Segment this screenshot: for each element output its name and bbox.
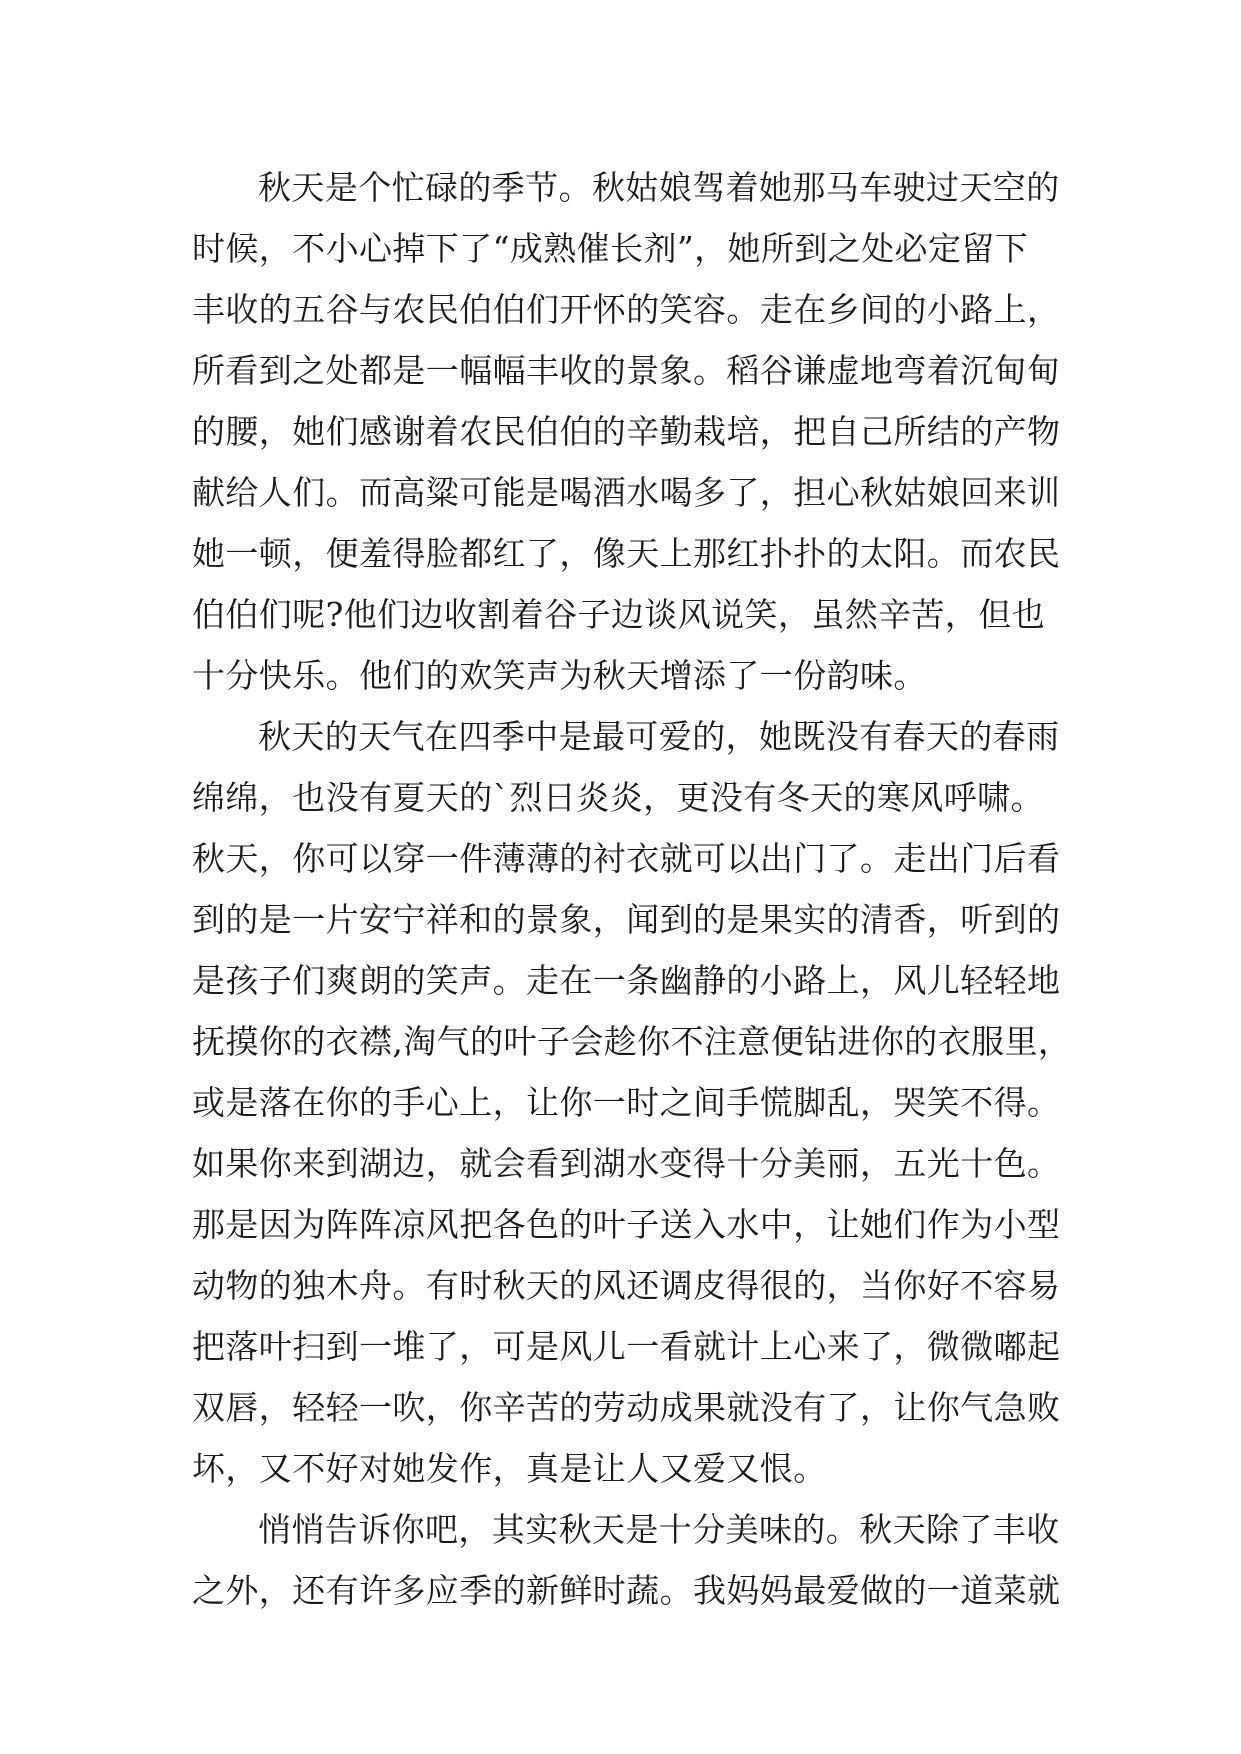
- text-line: 所看到之处都是一幅幅丰收的景象。稻谷谦虚地弯着沉甸甸: [192, 351, 1061, 390]
- document-body: [192, 157, 1072, 1621]
- text-line: 双唇，轻轻一吹，你辛苦的劳动成果就没有了，让你气急败: [192, 1388, 1061, 1427]
- text-line: 秋天，你可以穿一件薄薄的衬衣就可以出门了。走出门后看: [192, 839, 1061, 878]
- text-line: 把落叶扫到一堆了，可是风儿一看就计上心来了，微微嘟起: [192, 1327, 1061, 1366]
- text-line: 的腰，她们感谢着农民伯伯的辛勤栽培，把自己所结的产物: [192, 412, 1061, 451]
- text-line: 那是因为阵阵凉风把各色的叶子送入水中，让她们作为小型: [192, 1205, 1061, 1244]
- paragraph: [192, 706, 1072, 1499]
- text-line: 献给人们。而高粱可能是喝酒水喝多了，担心秋姑娘回来训: [192, 473, 1061, 512]
- paragraph: [192, 157, 1072, 706]
- text-line: 丰收的五谷与农民伯伯们开怀的笑容。走在乡间的小路上，: [192, 290, 1061, 329]
- text-line: 秋天是个忙碌的季节。秋姑娘驾着她那马车驶过天空的: [258, 168, 1060, 207]
- text-line: 动物的独木舟。有时秋天的风还调皮得很的，当你好不容易: [192, 1266, 1061, 1305]
- text-line: 之外，还有许多应季的新鲜时蔬。我妈妈最爱做的一道菜就: [192, 1571, 1061, 1610]
- text-line: 秋天的天气在四季中是最可爱的，她既没有春天的春雨: [258, 717, 1060, 756]
- text-line: 绵绵，也没有夏天的`烈日炎炎，更没有冬天的寒风呼啸。: [192, 778, 1044, 817]
- text-line: 是孩子们爽朗的笑声。走在一条幽静的小路上，风儿轻轻地: [192, 961, 1061, 1000]
- text-line: 到的是一片安宁祥和的景象，闻到的是果实的清香，听到的: [192, 900, 1061, 939]
- text-line: 悄悄告诉你吧，其实秋天是十分美味的。秋天除了丰收: [258, 1510, 1060, 1549]
- text-line: 如果你来到湖边，就会看到湖水变得十分美丽，五光十色。: [192, 1144, 1061, 1183]
- paragraph: [192, 1499, 1072, 1621]
- text-line: 伯伯们呢?他们边收割着谷子边谈风说笑，虽然辛苦，但也: [192, 595, 1046, 634]
- text-line: 坏，又不好对她发作，真是让人又爱又恨。: [192, 1449, 827, 1488]
- text-line: 抚摸你的衣襟,淘气的叶子会趁你不注意便钻进你的衣服里，: [192, 1022, 1072, 1061]
- text-line: 时候，不小心掉下了“成熟催长剂”，她所到之处必定留下: [192, 229, 1029, 268]
- text-line: 她一顿，便羞得脸都红了，像天上那红扑扑的太阳。而农民: [192, 534, 1061, 573]
- text-line: 十分快乐。他们的欢笑声为秋天增添了一份韵味。: [192, 656, 927, 695]
- text-line: 或是落在你的手心上，让你一时之间手慌脚乱，哭笑不得。: [192, 1083, 1061, 1122]
